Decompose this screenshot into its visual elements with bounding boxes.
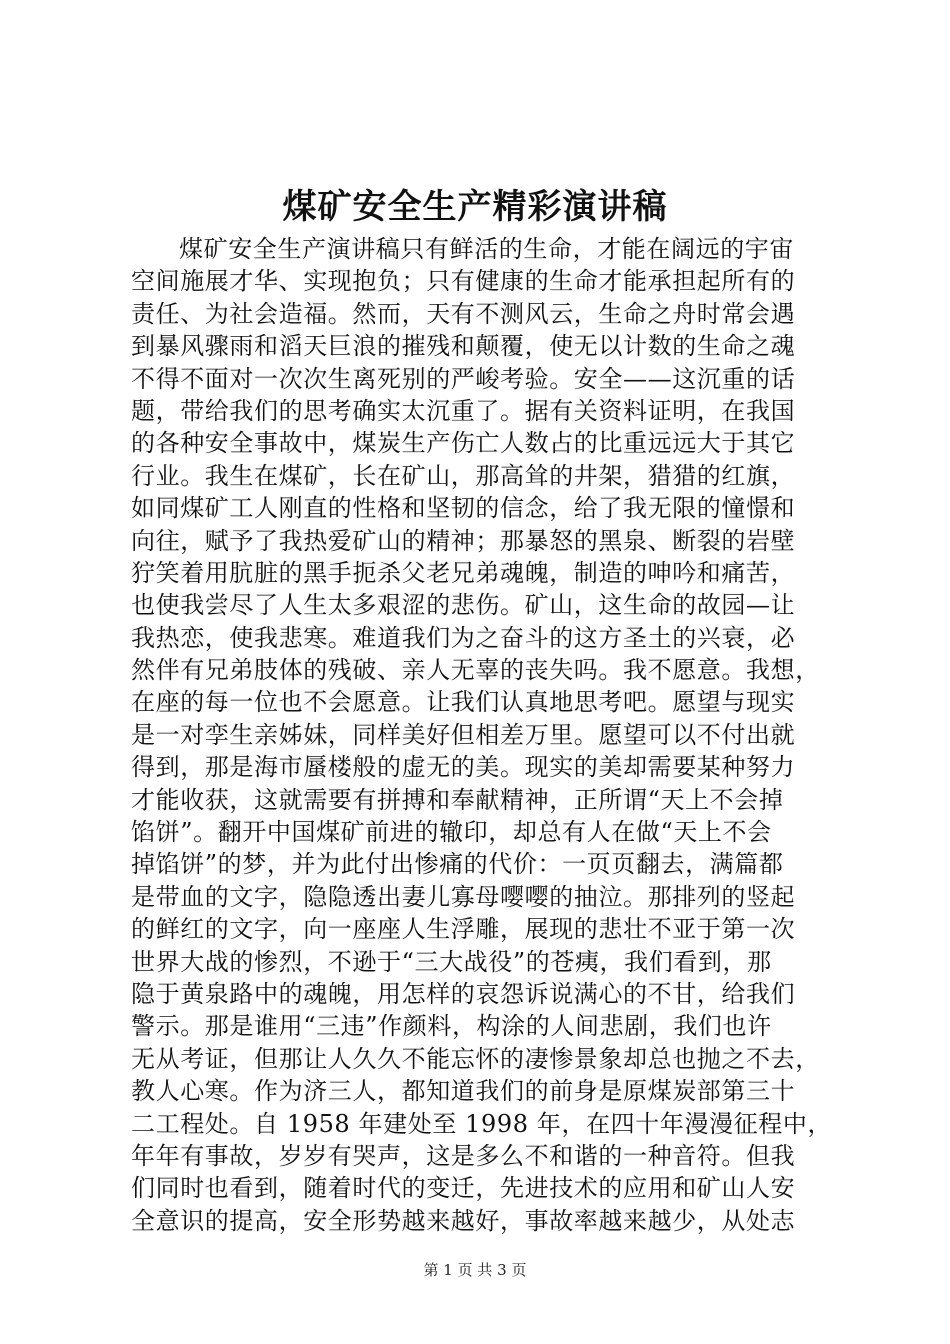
body-line: 世界大战的惨烈，不逊于“三大战役”的苍痍，我们看到，那 [131, 947, 772, 976]
body-line: 二工程处。自 1958 年建处至 1998 年，在四十年漫漫征程中， [131, 1109, 833, 1138]
body-line: 行业。我生在煤矿，长在矿山，那高耸的井架，猎猎的红旗， [131, 461, 796, 490]
body-line: 才能收获，这就需要有拼搏和奉献精神，正所谓“天上不会掉 [131, 785, 784, 814]
body-line: 在座的每一位也不会愿意。让我们认真地思考吧。愿望与现实 [131, 688, 796, 717]
body-line: 不得不面对一次次生离死别的严峻考验。安全——这沉重的话 [131, 364, 796, 393]
body-line: 的鲜红的文字，向一座座人生浮雕，展现的悲壮不亚于第一次 [131, 915, 796, 944]
body-line: 是一对孪生亲姊妹，同样美好但相差万里。愿望可以不付出就 [131, 720, 796, 749]
body-line: 也使我尝尽了人生太多艰涩的悲伤。矿山，这生命的故园—让 [131, 591, 796, 620]
body-line: 是带血的文字，隐隐透出妻儿寡母嘤嘤的抽泣。那排列的竖起 [131, 882, 796, 911]
body-line: 如同煤矿工人刚直的性格和坚韧的信念，给了我无限的憧憬和 [131, 494, 796, 523]
body-line: 年年有事故，岁岁有哭声，这是多么不和谐的一种音符。但我 [131, 1141, 796, 1170]
body-line: 煤矿安全生产演讲稿只有鲜活的生命，才能在阔远的宇宙 [179, 235, 794, 263]
body-line: 责任、为社会造福。然而，天有不测风云，生命之舟时常会遇 [131, 299, 796, 328]
body-line: 们同时也看到，随着时代的变迁，先进技术的应用和矿山人安 [131, 1174, 796, 1203]
body-line: 狞笑着用肮脏的黑手扼杀父老兄弟魂魄，制造的呻吟和痛苦， [131, 558, 796, 587]
body-line: 教人心寒。作为济三人，都知道我们的前身是原煤炭部第三十 [131, 1077, 796, 1106]
body-line: 的各种安全事故中，煤炭生产伤亡人数占的比重远远大于其它 [131, 429, 796, 458]
body-line: 我热恋，使我悲寒。难道我们为之奋斗的这方圣土的兴衰，必 [131, 623, 796, 652]
page-footer: 第 1 页 共 3 页 [423, 1261, 527, 1279]
document-title: 煤矿安全生产精彩演讲稿 [282, 187, 668, 227]
document-body [131, 233, 835, 1237]
body-line: 全意识的提高，安全形势越来越好，事故率越来越少，从处志 [131, 1206, 796, 1235]
body-line: 得到，那是海市蜃楼般的虚无的美。现实的美却需要某种努力 [131, 753, 796, 782]
body-line: 向往，赋予了我热爱矿山的精神；那暴怒的黑泉、断裂的岩壁 [131, 526, 796, 555]
body-line: 题，带给我们的思考确实太沉重了。据有关资料证明，在我国 [131, 396, 796, 425]
body-line: 馅饼”。翻开中国煤矿前进的辙印，却总有人在做“天上不会 [131, 818, 772, 847]
body-line: 无从考证，但那让人久久不能忘怀的凄惨景象却总也抛之不去， [131, 1044, 820, 1073]
body-line: 隐于黄泉路中的魂魄，用怎样的哀怨诉说满心的不甘，给我们 [131, 979, 796, 1008]
body-line: 空间施展才华、实现抱负；只有健康的生命才能承担起所有的 [131, 267, 796, 296]
body-line: 然伴有兄弟肢体的残破、亲人无辜的丧失吗。我不愿意。我想， [131, 656, 820, 685]
body-line: 警示。那是谁用“三违”作颜料，构涂的人间悲剧，我们也许 [131, 1012, 772, 1041]
body-line: 到暴风骤雨和滔天巨浪的摧残和颠覆，使无以计数的生命之魂 [131, 332, 796, 361]
body-line: 掉馅饼”的梦，并为此付出惨痛的代价：一页页翻去，满篇都 [131, 850, 784, 879]
